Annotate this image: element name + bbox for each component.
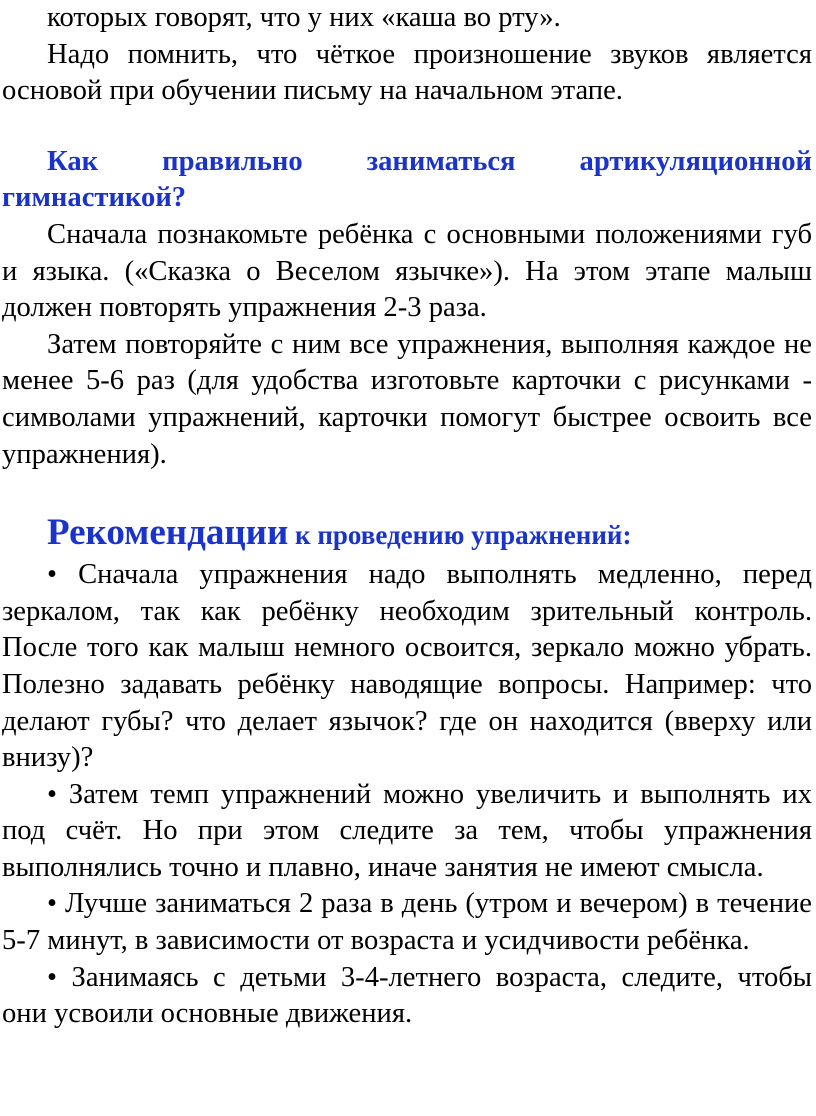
paragraph-then-step: Затем повторяйте с ним все упражнения, выполняя каждое не менее 5-6 раз (для удобства изготовьте карточки с рисунками - символами упражнений, карточки помогут быстрее освоить все упражнения). <box>2 328 812 470</box>
bullet-item-1: • Сначала упражнения надо выполнять медленно, перед зеркалом, так как ребёнку необходим зрительный контроль. После того как малыш немного освоится, зеркало можно убрать. Полезно задавать ребёнку наводящие вопросы. Например: что делают губы? что делает язычок? где он находится (вверху или внизу)? <box>2 559 812 774</box>
intro-line: которых говорят, что у них «каша во рту». <box>47 2 561 33</box>
heading-recommendations-rest: к проведению упражнений: <box>288 520 632 551</box>
intro-paragraph: Надо помнить, что чёткое произношение звуков является основой при обучении письму на начальном этапе. <box>2 38 812 107</box>
section-heading-how: Как правильно заниматься артикуляционной гимнастикой? <box>2 145 812 214</box>
paragraph-first-step: Сначала познакомьте ребёнка с основными положениями губ и языка. («Сказка о Веселом язычке»). На этом этапе малыш должен повторять упражнения 2-3 раза. <box>2 218 812 324</box>
bullet-item-4: • Занимаясь с детьми 3-4-летнего возраста, следите, чтобы они усвоили основные движения. <box>2 961 812 1030</box>
bullet-item-3: • Лучше заниматься 2 раза в день (утром и вечером) в течение 5-7 минут, в зависимости от возраста и усидчивости ребёнка. <box>2 888 812 957</box>
heading-recommendations-word: Рекомендации <box>47 512 289 554</box>
section-heading-recommendations <box>2 511 812 557</box>
bullet-item-2: • Затем темп упражнений можно увеличить и выполнять их под счёт. Но при этом следите за тем, чтобы упражнения выполнялись точно и плавно, иначе занятия не имеют смысла. <box>2 778 812 883</box>
